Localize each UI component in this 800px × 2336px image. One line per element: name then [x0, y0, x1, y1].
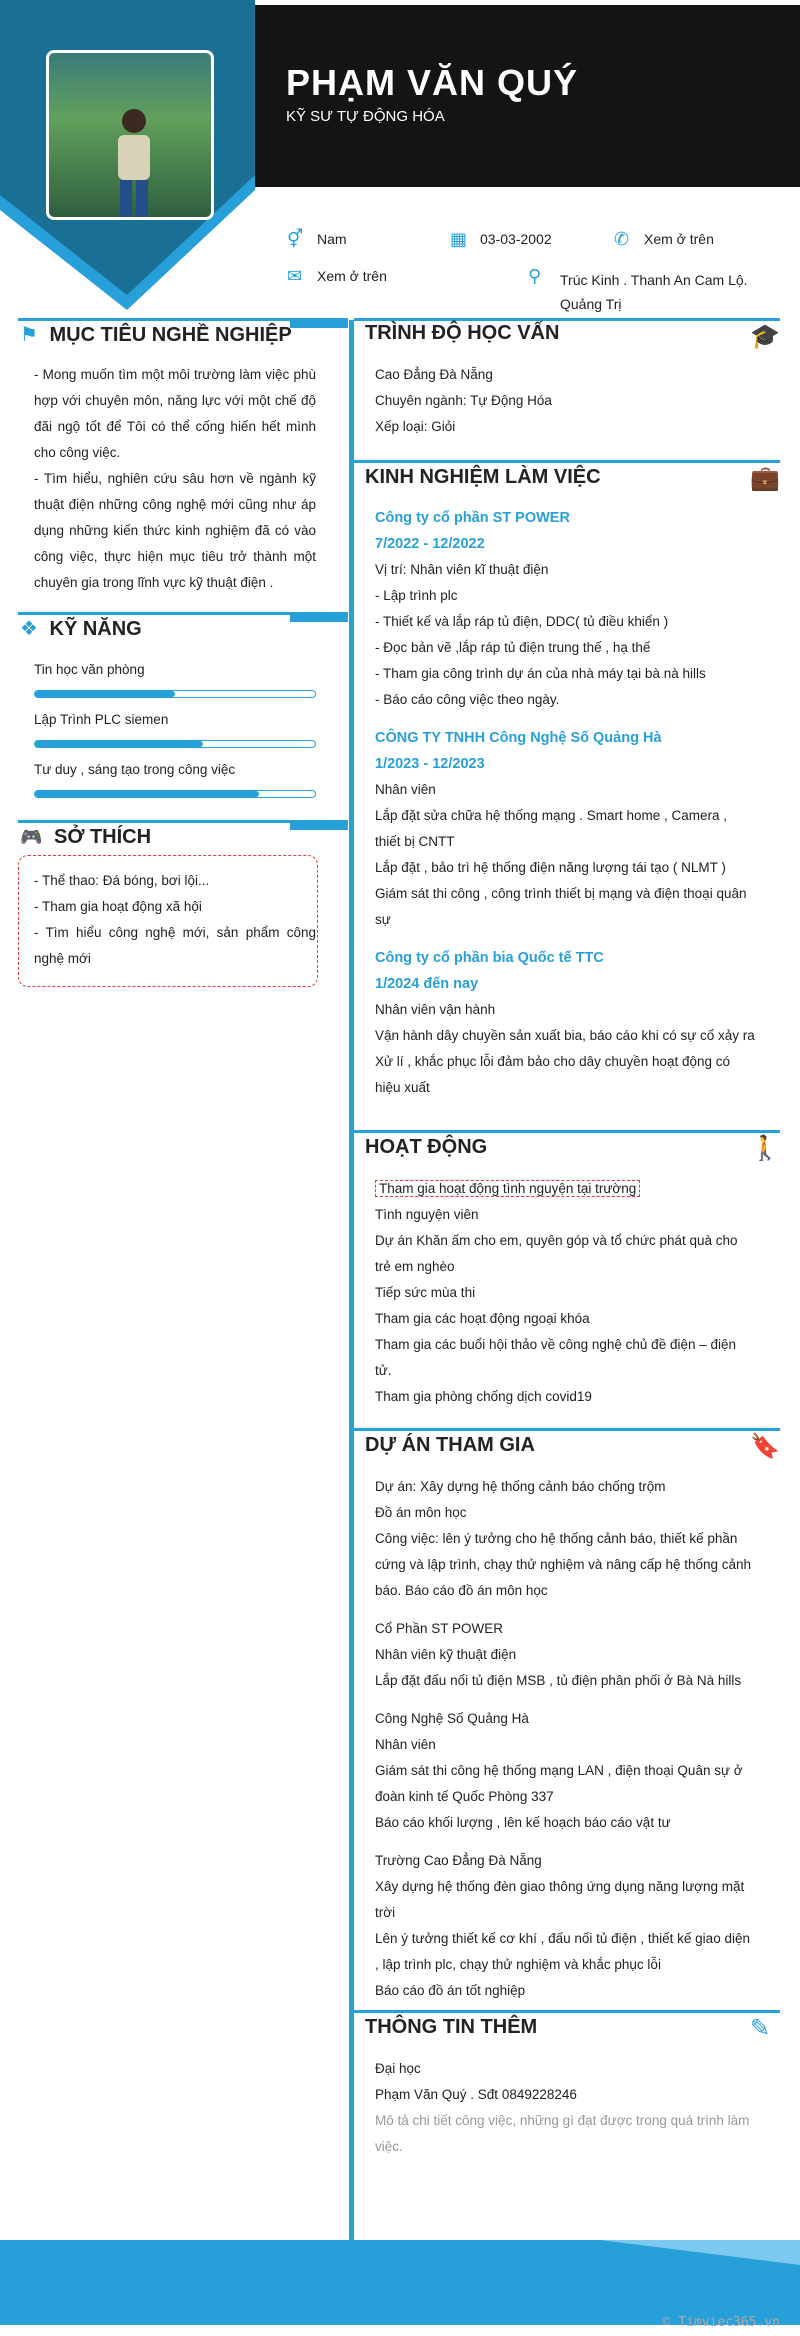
bookmark-icon: 🔖 [750, 1433, 780, 1460]
job-period: 1/2024 đến nay [375, 976, 479, 992]
job-company: CÔNG TY TNHH Công Nghệ Số Quảng Hà [375, 730, 662, 746]
cubes-icon: ❖ [20, 618, 38, 640]
job-company: Công ty cổ phần bia Quốc tế TTC [375, 950, 604, 966]
experience-list: Công ty cổ phần ST POWER 7/2022 - 12/2022 Vị trí: Nhân viên kĩ thuật điện - Lập trình plc - Thiết kế và lắp ráp tủ điện, DDC( tủ điều khiển ) - Đọc bản vẽ ,lắp ráp tủ điện trung thế , hạ thế - Tham gia công trình dự án của nhà máy tại bà nà hills - Báo cáo công việc theo ngày. CÔNG TY TNHH Công Nghệ Số Quảng Hà 1/2023 - 12/2023 Nhân viên Lắp đặt sửa chữa hệ thống mạng . Smart home , Camera , thiết bị CNTT Lắp đặt , bảo trì hệ thống điện năng lượng tái tạo ( NLMT ) Giám sát thi công , công trình thiết bị mạng và điện thoại quân sự Công ty cổ phần bia Quốc tế TTC 1/2024 đến nay Nhân viên vận hành Vận hành dây chuyền sản xuất bia, báo cáo khi có sự cố xảy ra Xử lí , khắc phục lỗi đảm bảo cho dây chuyền hoạt động có hiệu xuất [375, 505, 755, 1101]
extra-rule [354, 2010, 780, 2013]
projects-list: Dự án: Xây dựng hệ thống cảnh báo chống trộm Đồ án môn học Công việc: lên ý tưởng cho hệ thống cảnh báo, thiết kế phần cứng và lập trình, chạy thử nghiệm và nâng cấp hệ thống cảnh báo. Báo cáo đồ án môn học Cổ Phần ST POWER Nhân viên kỹ thuật điện Lắp đặt đấu nối tủ điện MSB , tủ điện phân phối ở Bà Nà hills Công Nghệ Số Quảng Hà Nhân viên Giám sát thi công hệ thống mạng LAN , điện thoại Quân sự ở đoàn kinh tế Quốc Phòng 337 Báo cáo khối lượng , lên kế hoạch báo cáo vật tư Trường Cao Đẳng Đà Nẵng Xây dựng hệ thống đèn giao thông ứng dụng năng lượng mặt trời Lên ý tưởng thiết kế cơ khí , đấu nối tủ điện , thiết kế giao diện , lập trình plc, chạy thử nghiệm và khắc phục lỗi Báo cáo đồ án tốt nghiệp [375, 1479, 752, 1998]
calendar-icon: ▦ [450, 229, 468, 249]
objective-rule-accent [290, 320, 348, 328]
extra-placeholder: Mô tả chi tiết công việc, những gì đạt được trong quá trình làm việc. [375, 2113, 750, 2154]
skill-bar-fill [35, 741, 203, 747]
activity-item: Dự án Khăn ấm cho em, quyên góp và tổ chức phát quà cho trẻ em nghèo [375, 1233, 738, 1274]
cv-page: PHẠM VĂN QUÝ KỸ SƯ TỰ ĐỘNG HÓA ⚥ Nam ▦ 03-03-2002 ✆ Xem ở trên ✉ Xem ở trên ⚲ Trúc Kinh . Thanh An Cam Lộ. Quảng Trị ⚑ MỤC TIÊU NGHỀ NGHIỆP - Mong muốn tìm một môi trường làm việc phù hợp với chuyên môn, năng lực với một chế độ đãi ngộ tốt để Tôi có thể cống hiến hết mình cho công việc. - Tìm hiểu, nghiên cứu sâu hơn về ngành kỹ thuật điện những công nghệ mới cũng như áp dụng những kiến thức kinh nghiệm đã có vào công việc, thực hiện mục tiêu trở thành một chuyên gia trong lĩnh vực kỹ thuật điện . ❖ KỸ NĂNG Tin học văn phòng Lập Trình PLC siemen Tư duy , sáng tạo trong công việc 🎮 SỞ THÍCH - Thể thao: Đá bóng, bơi lội... - Tham gia hoạt động xã hội - Tìm hiểu công nghệ mới, sản phẩm công nghệ mới TRÌNH ĐỘ HỌC VẤN 🎓 Cao Đẳng Đà Nẵng Chuyên ngành: Tự Động Hóa Xếp loại: Giỏi KINH NGHIỆM LÀM VIỆC 💼 Công ty cổ phần ST POWER 7/2022 - 12/2022 Vị trí: Nhân viên kĩ thuật điện - Lập trình plc - Thiết kế và lắp ráp tủ điện, DDC( tủ điều khiển ) - Đọc bản vẽ ,lắp ráp tủ điện trung thế , hạ thế - Tham gia công trình dự án của nhà máy tại bà nà hills - Báo cáo công việc theo ngày. CÔNG TY TNHH Công Nghệ Số Quảng Hà 1/2023 - 12/2023 Nhân viên Lắp đặt sửa chữa hệ thống mạng . Smart home , Camera , thiết bị CNTT Lắp đặt , bảo trì hệ thống điện năng lượng tái tạo ( NLMT ) Giám sát thi công , công trình thiết bị mạng và điện thoại quân sự Công ty cổ phần bia Quốc tế TTC 1/2024 đến nay Nhân viên vận hành Vận hành dây chuyền sản xuất bia, báo cáo khi có sự cố xảy ra Xử lí , khắc phục lỗi đảm bảo cho dây chuyền hoạt động có hiệu xuất HOẠT ĐỘNG 🚶 Tham gia hoạt động tình nguyện tại trường Tình nguyện viên Dự án Khăn ấm cho em, quyên góp và tổ chức phát quà cho trẻ em nghèo Tiếp sức mùa thi Tham gia các hoạt động ngoại khóa Tham gia các buổi hội thảo về công nghệ chủ đề điện – điện tử. Tham gia phòng chống dịch covid19 DỰ ÁN THAM GIA 🔖 Dự án: Xây dựng hệ thống cảnh báo chống trộm Đồ án môn học Công việc: lên ý tưởng cho hệ thống cảnh báo, thiết kế phần cứng và lập trình, chạy thử nghiệm và nâng cấp hệ thống cảnh báo. Báo cáo đồ án môn học Cổ Phần ST POWER Nhân viên kỹ thuật điện Lắp đặt đấu nối tủ điện MSB , tủ điện phân phối ở Bà Nà hills Công Nghệ Số Quảng Hà Nhân viên Giám sát thi công hệ thống mạng LAN , điện thoại Quân sự ở đoàn kinh tế Quốc Phòng 337 Báo cáo khối lượng , lên kế hoạch báo cáo vật tư Trường Cao Đẳng Đà Nẵng Xây dựng hệ thống đèn giao thông ứng dụng năng lượng mặt trời Lên ý tưởng thiết kế cơ khí , đấu nối tủ điện , thiết kế giao diện , lập trình plc, chạy thử nghiệm và khắc phục lỗi Báo cáo đồ án tốt nghiệp THÔNG TIN THÊM ✎ Đại học Phạm Văn Quý . Sđt 0849228246 Mô tả chi tiết công việc, những gì đạt được trong quá trình làm việc. © Timviec365.vn [0, 0, 800, 2336]
mail-icon: ✉ [287, 266, 303, 286]
activity-item: Tham gia các buổi hội thảo về công nghệ chủ đề điện – điện tử. [375, 1337, 737, 1378]
skill-bar [34, 690, 316, 698]
hobby-item: - Thể thao: Đá bóng, bơi lội... [34, 873, 210, 888]
graduation-cap-icon: 🎓 [750, 323, 780, 350]
activity-item: Tham gia các hoạt động ngoại khóa [375, 1311, 590, 1326]
activity-item: Tham gia phòng chống dịch covid19 [375, 1389, 592, 1404]
edit-icon: ✎ [750, 2015, 771, 2042]
skill-bar-fill [35, 691, 175, 697]
candidate-name: PHẠM VĂN QUÝ [286, 62, 579, 103]
skills-section-title: ❖ KỸ NĂNG [20, 618, 142, 640]
activity-item-highlight: Tham gia hoạt động tình nguyện tại trường [375, 1180, 640, 1197]
hobbies-section-title: 🎮 SỞ THÍCH [20, 826, 152, 848]
hobbies-rule-accent [290, 822, 348, 830]
extra-details: Đại học Phạm Văn Quý . Sđt 0849228246 Mô tả chi tiết công việc, những gì đạt được trong quá trình làm việc. [375, 2056, 755, 2160]
skill-item: Tin học văn phòng [34, 662, 316, 677]
activities-rule [354, 1130, 780, 1133]
hobby-item: - Tìm hiểu công nghệ mới, sản phẩm công nghệ mới [34, 925, 316, 966]
gamepad-icon: 🎮 [20, 827, 43, 847]
objective-text: - Mong muốn tìm một môi trường làm việc phù hợp với chuyên môn, năng lực với một chế độ đãi ngộ tốt để Tôi có thể cống hiến hết mình cho công việc. - Tìm hiểu, nghiên cứu sâu hơn về ngành kỹ thuật điện những công nghệ mới cũng như áp dụng những kiến thức kinh nghiệm đã có vào công việc, thực hiện mục tiêu trở thành một chuyên gia trong lĩnh vực kỹ thuật điện . [34, 367, 316, 590]
person-icon: 🚶 [750, 1135, 780, 1162]
column-divider [349, 320, 354, 2255]
skill-bar-fill [35, 791, 259, 797]
skill-item: Tư duy , sáng tạo trong công việc [34, 762, 316, 777]
phone-icon: ✆ [614, 229, 630, 249]
skill-bar [34, 790, 316, 798]
education-section-title: TRÌNH ĐỘ HỌC VẤN [365, 322, 560, 344]
hobby-item: - Tham gia hoạt động xã hội [34, 899, 202, 914]
activity-item: Tiếp sức mùa thi [375, 1285, 476, 1300]
experience-rule [354, 460, 780, 463]
job-period: 1/2023 - 12/2023 [375, 756, 485, 772]
skill-item: Lập Trình PLC siemen [34, 712, 316, 727]
flag-icon: ⚑ [20, 324, 38, 346]
avatar-photo [46, 50, 214, 220]
projects-section-title: DỰ ÁN THAM GIA [365, 1434, 535, 1456]
map-pin-icon: ⚲ [528, 266, 542, 286]
projects-rule [354, 1428, 780, 1431]
objective-section-title: ⚑ MỤC TIÊU NGHỀ NGHIỆP [20, 324, 292, 346]
job-company: Công ty cổ phần ST POWER [375, 510, 570, 526]
education-rule [354, 318, 780, 321]
hobbies-list [34, 868, 316, 972]
skills-rule-accent [290, 614, 348, 622]
education-details: Cao Đẳng Đà Nẵng Chuyên ngành: Tự Động Hóa Xếp loại: Giỏi [375, 367, 552, 434]
skill-bar [34, 740, 316, 748]
activities-list [375, 1176, 755, 1410]
experience-section-title: KINH NGHIỆM LÀM VIỆC [365, 466, 601, 488]
person-silhouette-icon [104, 103, 164, 220]
gender-icon: ⚥ [287, 229, 304, 249]
job-period: 7/2022 - 12/2022 [375, 536, 485, 552]
activities-section-title: HOẠT ĐỘNG [365, 1136, 488, 1158]
watermark: © Timviec365.vn [662, 2315, 780, 2330]
briefcase-icon: 💼 [750, 465, 780, 492]
address-field: ⚲ Trúc Kinh . Thanh An Cam Lộ. Quảng Trị [528, 266, 748, 312]
activity-item: Tình nguyện viên [375, 1207, 479, 1222]
footer-wave [0, 2240, 800, 2325]
candidate-role: KỸ SƯ TỰ ĐỘNG HÓA [286, 108, 445, 125]
extra-section-title: THÔNG TIN THÊM [365, 2016, 538, 2038]
